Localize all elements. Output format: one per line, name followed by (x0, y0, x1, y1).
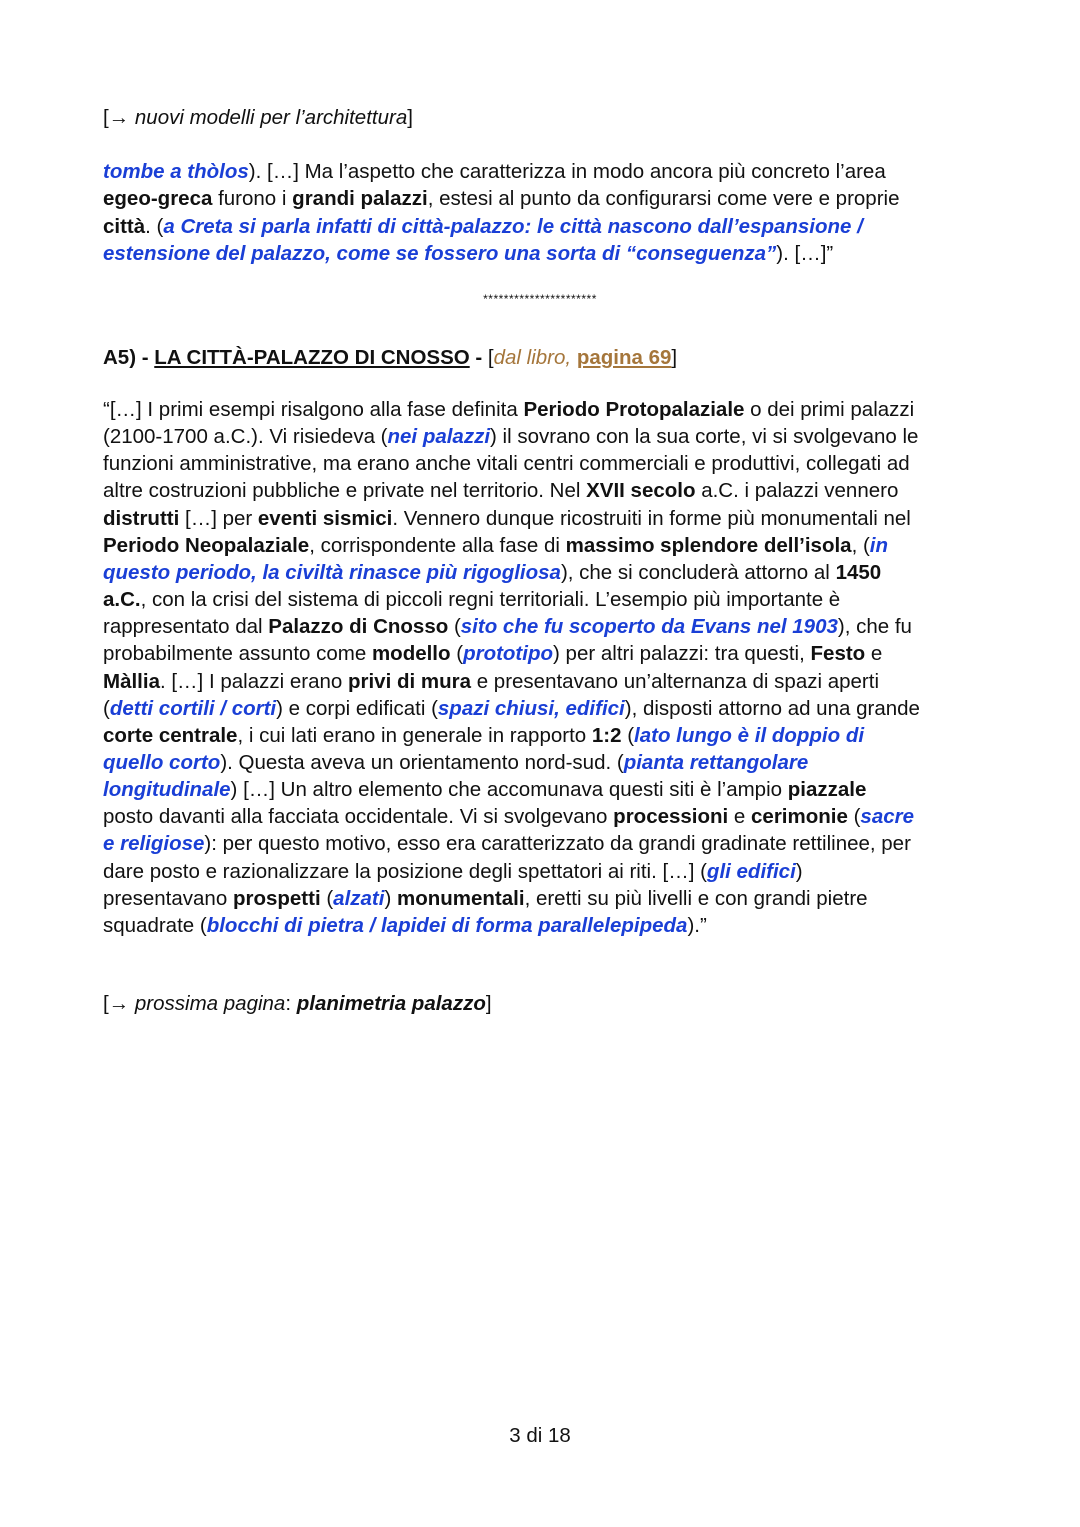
section-title: LA CITTÀ-PALAZZO DI CNOSSO (154, 346, 470, 369)
text-span: ) per altri palazzi: tra questi, (553, 642, 811, 666)
annotation-span: nei palazzi (387, 425, 491, 449)
emphasis-span: processioni (613, 805, 729, 829)
text-line (103, 749, 808, 776)
annotation-span: questo periodo, la civiltà rinasce più rigogliosa (103, 560, 561, 584)
text-span: ): per questo motivo, esso era caratterizzato da grandi gradinate rettilinee, per (204, 832, 911, 856)
text-span: ), disposti attorno ad una grande (624, 696, 920, 720)
annotation-span: lato lungo è il doppio di (634, 723, 865, 747)
text-line (103, 830, 911, 857)
text-line (103, 586, 840, 613)
emphasis-span: Màllia (103, 669, 160, 693)
text-span: , corrispondente alla fase di (309, 533, 566, 557)
nav-note-architecture: [→ nuovi modelli per l’architettura] (103, 106, 413, 129)
text-line (103, 185, 900, 212)
emphasis-span: cerimonie (751, 805, 848, 829)
text-span: , con la crisi del sistema di piccoli regni territoriali. L’esempio più importante è (140, 588, 841, 612)
text-line (103, 240, 833, 267)
text-span: ( (448, 615, 461, 639)
text-span: […] per (179, 506, 258, 530)
nav-note-label: nuovi modelli per l’architettura (134, 106, 408, 129)
source-reference: dal libro, (493, 346, 577, 369)
text-span: ). […] Ma l’aspetto che caratterizza in modo ancora più concreto l’area (248, 160, 886, 183)
text-line (103, 532, 888, 559)
annotation-span: longitudinale (103, 778, 231, 802)
text-span: e (728, 805, 752, 829)
text-span: funzioni amministrative, ma erano anche vitali centri commerciali e produttivi, collegati ad (103, 452, 910, 476)
emphasis-span: a.C. (103, 588, 141, 612)
text-line (103, 477, 898, 504)
text-span: “[…] I primi esempi risalgono alla fase definita (103, 398, 524, 421)
text-line (103, 803, 914, 830)
next-page-note: [→ prossima pagina: planimetria palazzo] (103, 992, 492, 1015)
section-heading: A5) - LA CITTÀ-PALAZZO DI CNOSSO - [dal libro, pagina 69] (103, 346, 678, 369)
text-span: , i cui lati erano in generale in rapporto (237, 723, 592, 747)
emphasis-span: Festo (810, 642, 866, 666)
emphasis-span: eventi sismici (257, 506, 393, 530)
annotation-span: sacre (860, 805, 915, 829)
emphasis-span: Palazzo di Cnosso (268, 615, 449, 639)
text-span: (2100-1700 a.C.). Vi risiedeva ( (103, 425, 388, 449)
text-span: ).” (687, 913, 707, 937)
text-span: , ( (851, 533, 870, 557)
text-line (103, 885, 868, 912)
annotation-span: spazi chiusi, edifici (437, 696, 625, 720)
text-span: ) […] Un altro elemento che accomunava questi siti è l’ampio (230, 778, 788, 802)
text-line (103, 158, 886, 185)
text-span: ( (847, 805, 861, 829)
text-span: e presentavano un’alternanza di spazi aperti (471, 669, 880, 693)
text-span: dare posto e razionalizzare la posizione degli spettatori ai riti. […] ( (103, 859, 707, 883)
annotation-span: gli edifici (706, 859, 796, 883)
annotation-span: tombe a thòlos (103, 160, 249, 183)
text-line (103, 613, 912, 640)
text-span: altre costruzioni pubbliche e private nel territorio. Nel (103, 479, 587, 503)
emphasis-span: corte centrale (103, 723, 238, 747)
text-line (103, 559, 881, 586)
text-span: ) (384, 886, 397, 910)
emphasis-span: piazzale (787, 778, 867, 802)
text-span: presentavano (103, 886, 233, 910)
text-line (103, 722, 864, 749)
emphasis-span: grandi palazzi (292, 187, 428, 211)
text-span: posto davanti alla facciata occidentale. Vi si svolgevano (103, 805, 614, 829)
text-span: ( (103, 696, 110, 720)
annotation-span: quello corto (103, 750, 221, 774)
text-line (103, 776, 866, 803)
annotation-span: pianta rettangolare (623, 750, 809, 774)
text-line (103, 912, 707, 939)
text-span: , estesi al punto da configurarsi come vere e proprie (427, 187, 900, 211)
emphasis-span: monumentali (396, 886, 525, 910)
text-span: o dei primi palazzi (744, 398, 915, 421)
section-separator: ********************** (483, 292, 597, 306)
text-span: . ( (145, 214, 164, 238)
text-span: e (865, 642, 883, 666)
annotation-span: a Creta si parla infatti di città-palazzo: le città nascono dall’espansione / (163, 214, 863, 238)
annotation-span: prototipo (463, 642, 554, 666)
text-span: ), che fu (837, 615, 912, 639)
text-span: ( (621, 723, 635, 747)
emphasis-span: egeo-greca (103, 187, 213, 211)
text-span: ) (795, 859, 803, 883)
text-span: . […] I palazzi erano (159, 669, 348, 693)
emphasis-span: XVII secolo (586, 479, 696, 503)
text-line (103, 213, 863, 240)
text-span: ) e corpi edificati ( (276, 696, 438, 720)
text-line (103, 505, 911, 532)
text-span: squadrate ( (103, 913, 207, 937)
annotation-span: detti cortili / corti (109, 696, 277, 720)
emphasis-span: Periodo Protopalaziale (523, 398, 745, 421)
text-span: ), che si concluderà attorno al (560, 560, 836, 584)
annotation-span: sito che fu scoperto da Evans nel 1903 (460, 615, 838, 639)
text-span: probabilmente assunto come (103, 642, 372, 666)
annotation-span: alzati (333, 886, 385, 910)
emphasis-span: distrutti (103, 506, 180, 530)
text-span: rappresentato dal (103, 615, 269, 639)
text-span: ( (320, 886, 334, 910)
text-span: a.C. i palazzi vennero (695, 479, 899, 503)
next-page-target: planimetria palazzo (296, 992, 486, 1015)
text-span: ) il sovrano con la sua corte, vi si svolgevano le (490, 425, 919, 449)
source-page-link[interactable]: pagina 69 (576, 346, 672, 369)
annotation-span: blocchi di pietra / lapidei di forma parallelepipeda (206, 913, 688, 937)
text-line (103, 858, 803, 885)
text-line (103, 668, 879, 695)
text-span: ). […]” (776, 241, 834, 265)
text-span: ( (450, 642, 464, 666)
text-line (103, 450, 910, 477)
emphasis-span: massimo splendore dell’isola (565, 533, 852, 557)
text-line (103, 423, 918, 450)
text-line (103, 396, 914, 423)
text-span: . Vennero dunque ricostruiti in forme più monumentali nel (392, 506, 911, 530)
text-line (103, 640, 882, 667)
text-span: furono i (212, 187, 293, 211)
emphasis-span: 1:2 (591, 723, 622, 747)
emphasis-span: Periodo Neopalaziale (103, 533, 310, 557)
annotation-span: e religiose (103, 832, 205, 856)
emphasis-span: città (103, 214, 146, 238)
emphasis-span: modello (371, 642, 451, 666)
emphasis-span: privi di mura (347, 669, 472, 693)
text-span: , eretti su più livelli e con grandi pietre (524, 886, 868, 910)
annotation-span: in (869, 533, 889, 557)
text-line (103, 695, 920, 722)
page-number: 3 di 18 (509, 1424, 571, 1447)
emphasis-span: prospetti (232, 886, 321, 910)
annotation-span: estensione del palazzo, come se fossero una sorta di “conseguenza” (103, 241, 777, 265)
emphasis-span: 1450 (835, 560, 882, 584)
text-span: ). Questa aveva un orientamento nord-sud. ( (220, 750, 624, 774)
